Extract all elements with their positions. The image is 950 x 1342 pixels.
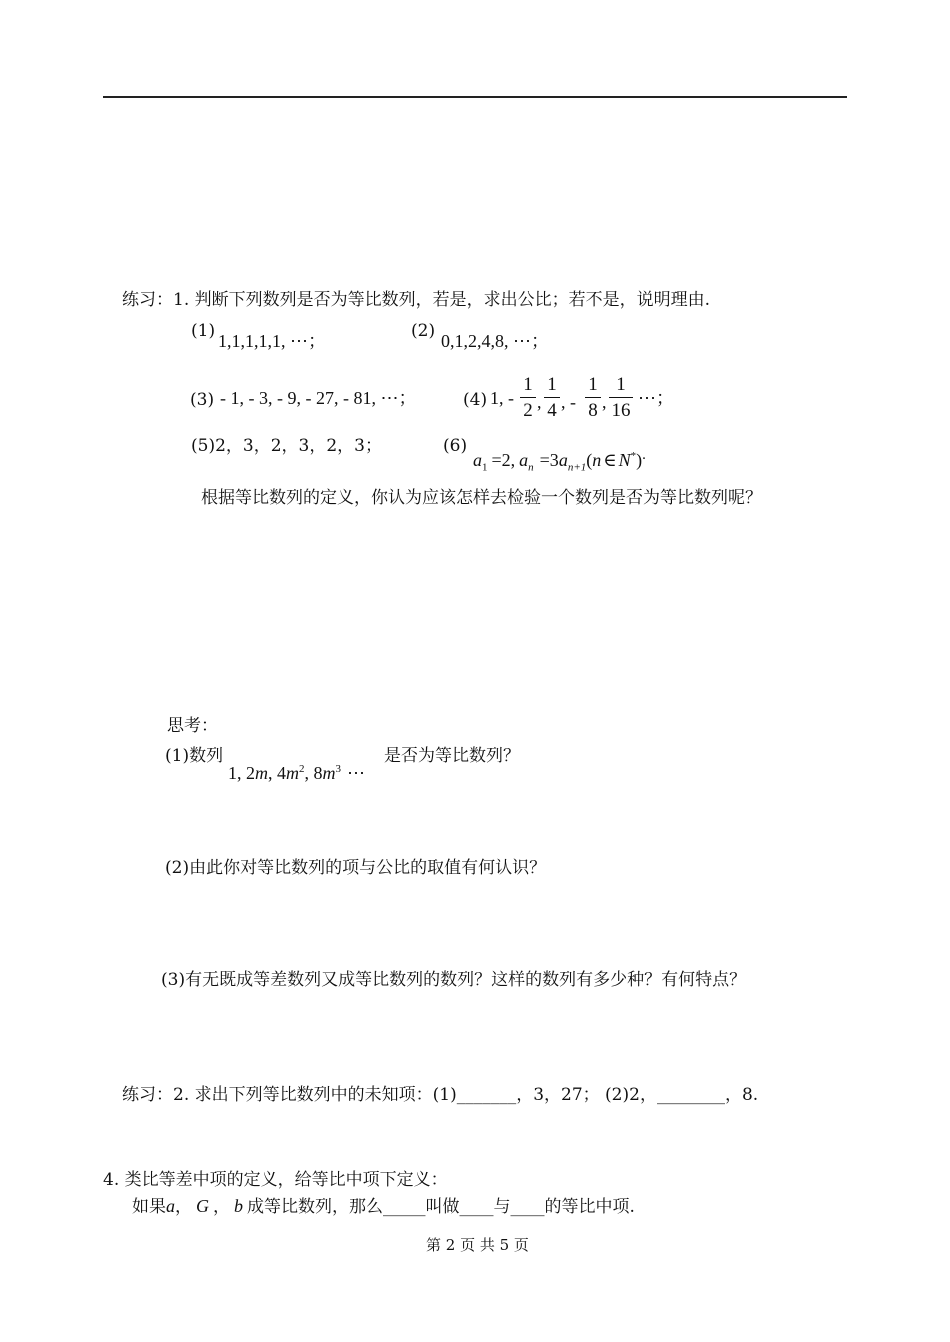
practice-1-title: 练习：1. 判断下列数列是否为等比数列，若是，求出公比；若不是，说明理由. bbox=[122, 290, 711, 310]
item-1-expression: 1,1,1,1,1, ⋯； bbox=[218, 331, 326, 351]
section-4-body: 如果a， G ， b 成等比数列，那么_____叫做____与____的等比中项. bbox=[132, 1196, 635, 1217]
item-4-suffix: ⋯； bbox=[638, 388, 674, 408]
think-q1-prefix: (1)数列 bbox=[165, 746, 224, 766]
section-4-title: 4. 类比等差中项的定义，给等比中项下定义： bbox=[103, 1170, 448, 1190]
page-footer: 第 2 页 共 5 页 bbox=[426, 1236, 529, 1254]
verification-question: 根据等比数列的定义，你认为应该怎样去检验一个数列是否为等比数列呢？ bbox=[201, 488, 762, 508]
item-6-label: (6) bbox=[443, 436, 468, 456]
header-rule bbox=[103, 96, 847, 98]
item-4-separator: , bbox=[602, 392, 607, 412]
item-4-fraction: 1 16 bbox=[609, 374, 633, 422]
item-4-fraction: 1 2 bbox=[520, 374, 536, 422]
think-q2: (2)由此你对等比数列的项与公比的取值有何认识？ bbox=[165, 858, 547, 878]
item-4-fraction: 1 8 bbox=[585, 374, 601, 422]
think-q1-expression: 1, 2m, $4m^2$, $8m^3$ ⋯ bbox=[228, 763, 365, 783]
think-title: 思考： bbox=[167, 716, 218, 736]
think-q1-suffix: 是否为等比数列？ bbox=[384, 746, 520, 766]
item-4-fraction: 1 4 bbox=[544, 374, 560, 422]
practice-2: 练习：2. 求出下列等比数列中的未知项：(1)_______，3，27； (2)2，________，8. bbox=[122, 1085, 759, 1105]
item-2-expression: 0,1,2,4,8, ⋯； bbox=[441, 331, 549, 351]
item-4-label: (4) bbox=[463, 390, 488, 410]
item-1-label: (1) bbox=[191, 321, 216, 341]
item-3-expression: - 1, - 3, - 9, - 27, - 81, ⋯； bbox=[220, 388, 417, 408]
item-2-label: (2) bbox=[411, 321, 436, 341]
item-4-separator: , bbox=[537, 392, 542, 412]
item-5: (5)2，3，2，3，2，3； bbox=[191, 436, 382, 456]
item-6-expression: $a_1 =2$, $a_n =3a_{n+1}(n$ ∈ N*). bbox=[473, 447, 646, 474]
item-4-prefix: 1, - bbox=[490, 388, 514, 408]
item-4-separator: , - bbox=[561, 392, 576, 412]
item-3-label: (3) bbox=[190, 390, 215, 410]
think-q3: (3)有无既成等差数列又成等比数列的数列？这样的数列有多少种？有何特点？ bbox=[161, 970, 747, 990]
